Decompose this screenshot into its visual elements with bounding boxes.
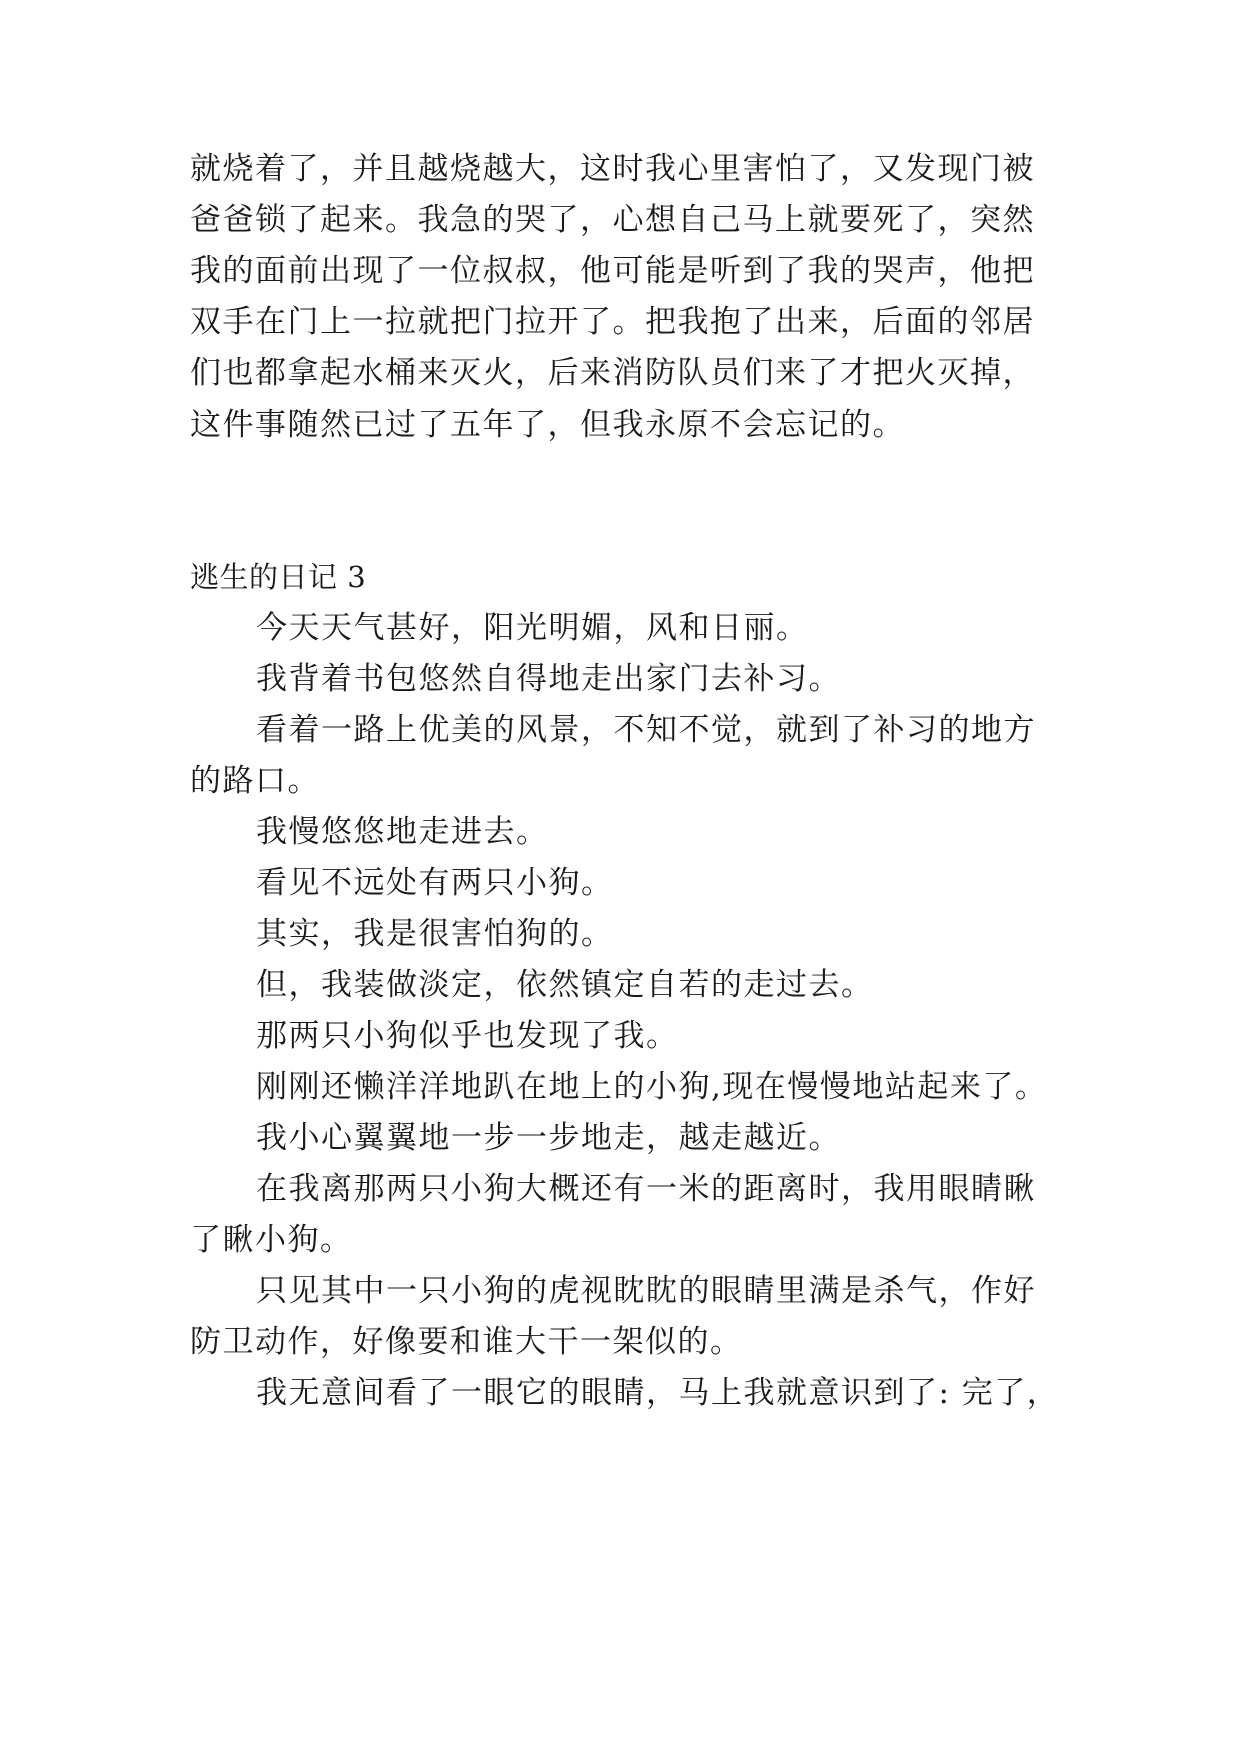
body-line-12: 在我离那两只小狗大概还有一米的距离时，我用眼睛瞅 <box>256 1171 1036 1207</box>
body-line-15: 防卫动作，好像要和谁大干一架似的。 <box>190 1324 743 1360</box>
body-line-6: 看见不远处有两只小狗。 <box>256 865 614 901</box>
body-line-7: 其实，我是很害怕狗的。 <box>256 916 614 952</box>
body-line-11: 我小心翼翼地一步一步地走，越走越近。 <box>256 1120 841 1156</box>
body-line-4: 的路口。 <box>190 763 320 799</box>
section-title: 逃生的日记 3 <box>190 560 367 594</box>
paragraph-1-line-6: 这件事随然已过了五年了，但我永原不会忘记的。 <box>190 407 905 443</box>
paragraph-1-line-2: 爸爸锁了起来。我急的哭了，心想自己马上就要死了，突然 <box>190 202 1035 238</box>
body-line-14: 只见其中一只小狗的虎视眈眈的眼睛里满是杀气，作好 <box>256 1273 1036 1309</box>
body-line-3: 看着一路上优美的风景，不知不觉，就到了补习的地方 <box>256 712 1036 748</box>
body-line-2: 我背着书包悠然自得地走出家门去补习。 <box>256 661 841 697</box>
paragraph-1-line-3: 我的面前出现了一位叔叔，他可能是听到了我的哭声，他把 <box>190 253 1035 289</box>
paragraph-1-line-1: 就烧着了，并且越烧越大，这时我心里害怕了，又发现门被 <box>190 151 1035 187</box>
paragraph-1-line-5: 们也都拿起水桶来灭火，后来消防队员们来了才把火灭掉， <box>190 355 1035 391</box>
body-line-5: 我慢悠悠地走进去。 <box>256 814 549 850</box>
body-line-13: 了瞅小狗。 <box>190 1222 353 1258</box>
body-line-1: 今天天气甚好，阳光明媚，风和日丽。 <box>256 610 809 646</box>
body-line-8: 但，我装做淡定，依然镇定自若的走过去。 <box>256 967 874 1003</box>
body-line-16: 我无意间看了一眼它的眼睛，马上我就意识到了: 完了， <box>256 1375 1060 1411</box>
paragraph-1-line-4: 双手在门上一拉就把门拉开了。把我抱了出来，后面的邻居 <box>190 304 1035 340</box>
body-line-9: 那两只小狗似乎也发现了我。 <box>256 1018 679 1054</box>
body-line-10: 刚刚还懒洋洋地趴在地上的小狗,现在慢慢地站起来了。 <box>256 1069 1048 1105</box>
